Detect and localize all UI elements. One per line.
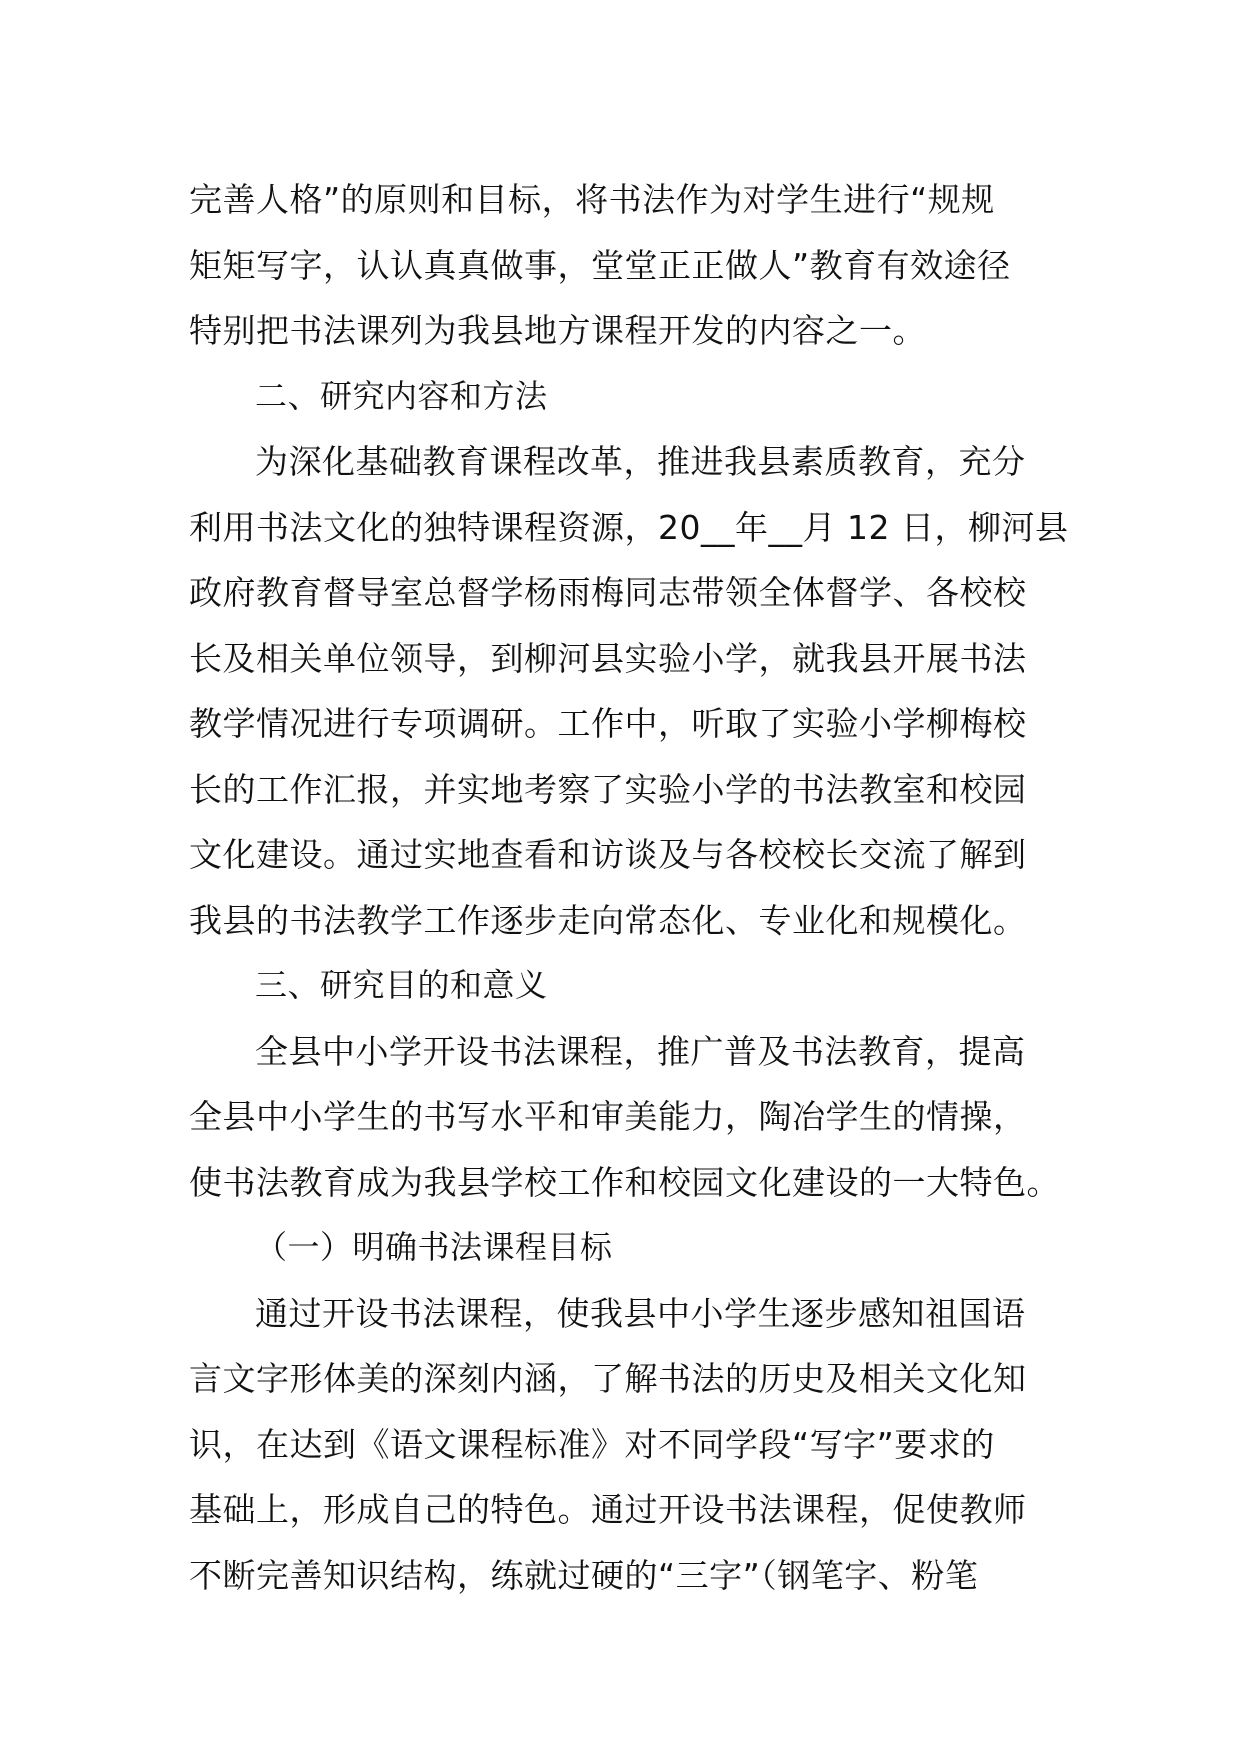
paragraph-line: 言文字形体美的深刻内涵，了解书法的历史及相关文化知: [189, 1359, 1027, 1398]
paragraph-line: 特别把书法课列为我县地方课程开发的内容之一。: [189, 311, 926, 350]
paragraph-line: 矩矩写字，认认真真做事，堂堂正正做人”教育有效途径: [189, 245, 1011, 285]
paragraph-line: 文化建设。通过实地查看和访谈及与各校校长交流了解到: [189, 835, 1027, 874]
paragraph-line: 通过开设书法课程，使我县中小学生逐步感知祖国语: [255, 1293, 1026, 1333]
subsection-heading-course-goals: （一）明确书法课程目标: [255, 1228, 613, 1266]
paragraph-line: 完善人格”的原则和目标，将书法作为对学生进行“规规: [189, 180, 995, 219]
paragraph-line: 全县中小学开设书法课程，推广普及书法教育，提高: [255, 1031, 1026, 1071]
paragraph-line: 教学情况进行专项调研。工作中，听取了实验小学柳梅校: [189, 704, 1027, 743]
paragraph-line: 为深化基础教育课程改革，推进我县素质教育，充分: [255, 442, 1026, 481]
paragraph-line: 全县中小学生的书写水平和审美能力，陶冶学生的情操，: [189, 1097, 1027, 1136]
document-body: [189, 167, 1069, 1608]
paragraph-line: 政府教育督导室总督学杨雨梅同志带领全体督学、各校校: [189, 573, 1027, 612]
paragraph-line: 不断完善知识结构，练就过硬的“三字”（钢笔字、粉笔: [189, 1555, 979, 1595]
paragraph-line: 利用书法文化的独特课程资源，20__年__月 12 日，柳河县: [189, 507, 1069, 547]
paragraph-line: 我县的书法教学工作逐步走向常态化、专业化和规模化。: [189, 900, 1027, 940]
paragraph-line: 长的工作汇报，并实地考察了实验小学的书法教室和校园: [189, 769, 1027, 809]
section-heading-research-purpose: 三、研究目的和意义: [255, 966, 548, 1004]
section-heading-research-content: 二、研究内容和方法: [255, 376, 548, 415]
paragraph-line: 使书法教育成为我县学校工作和校园文化建设的一大特色。: [189, 1162, 1060, 1202]
paragraph-line: 长及相关单位领导，到柳河县实验小学，就我县开展书法: [189, 638, 1027, 678]
paragraph-line: 识，在达到《语文课程标准》对不同学段“写字”要求的: [189, 1424, 995, 1464]
paragraph-line: 基础上，形成自己的特色。通过开设书法课程，促使教师: [189, 1490, 1027, 1529]
